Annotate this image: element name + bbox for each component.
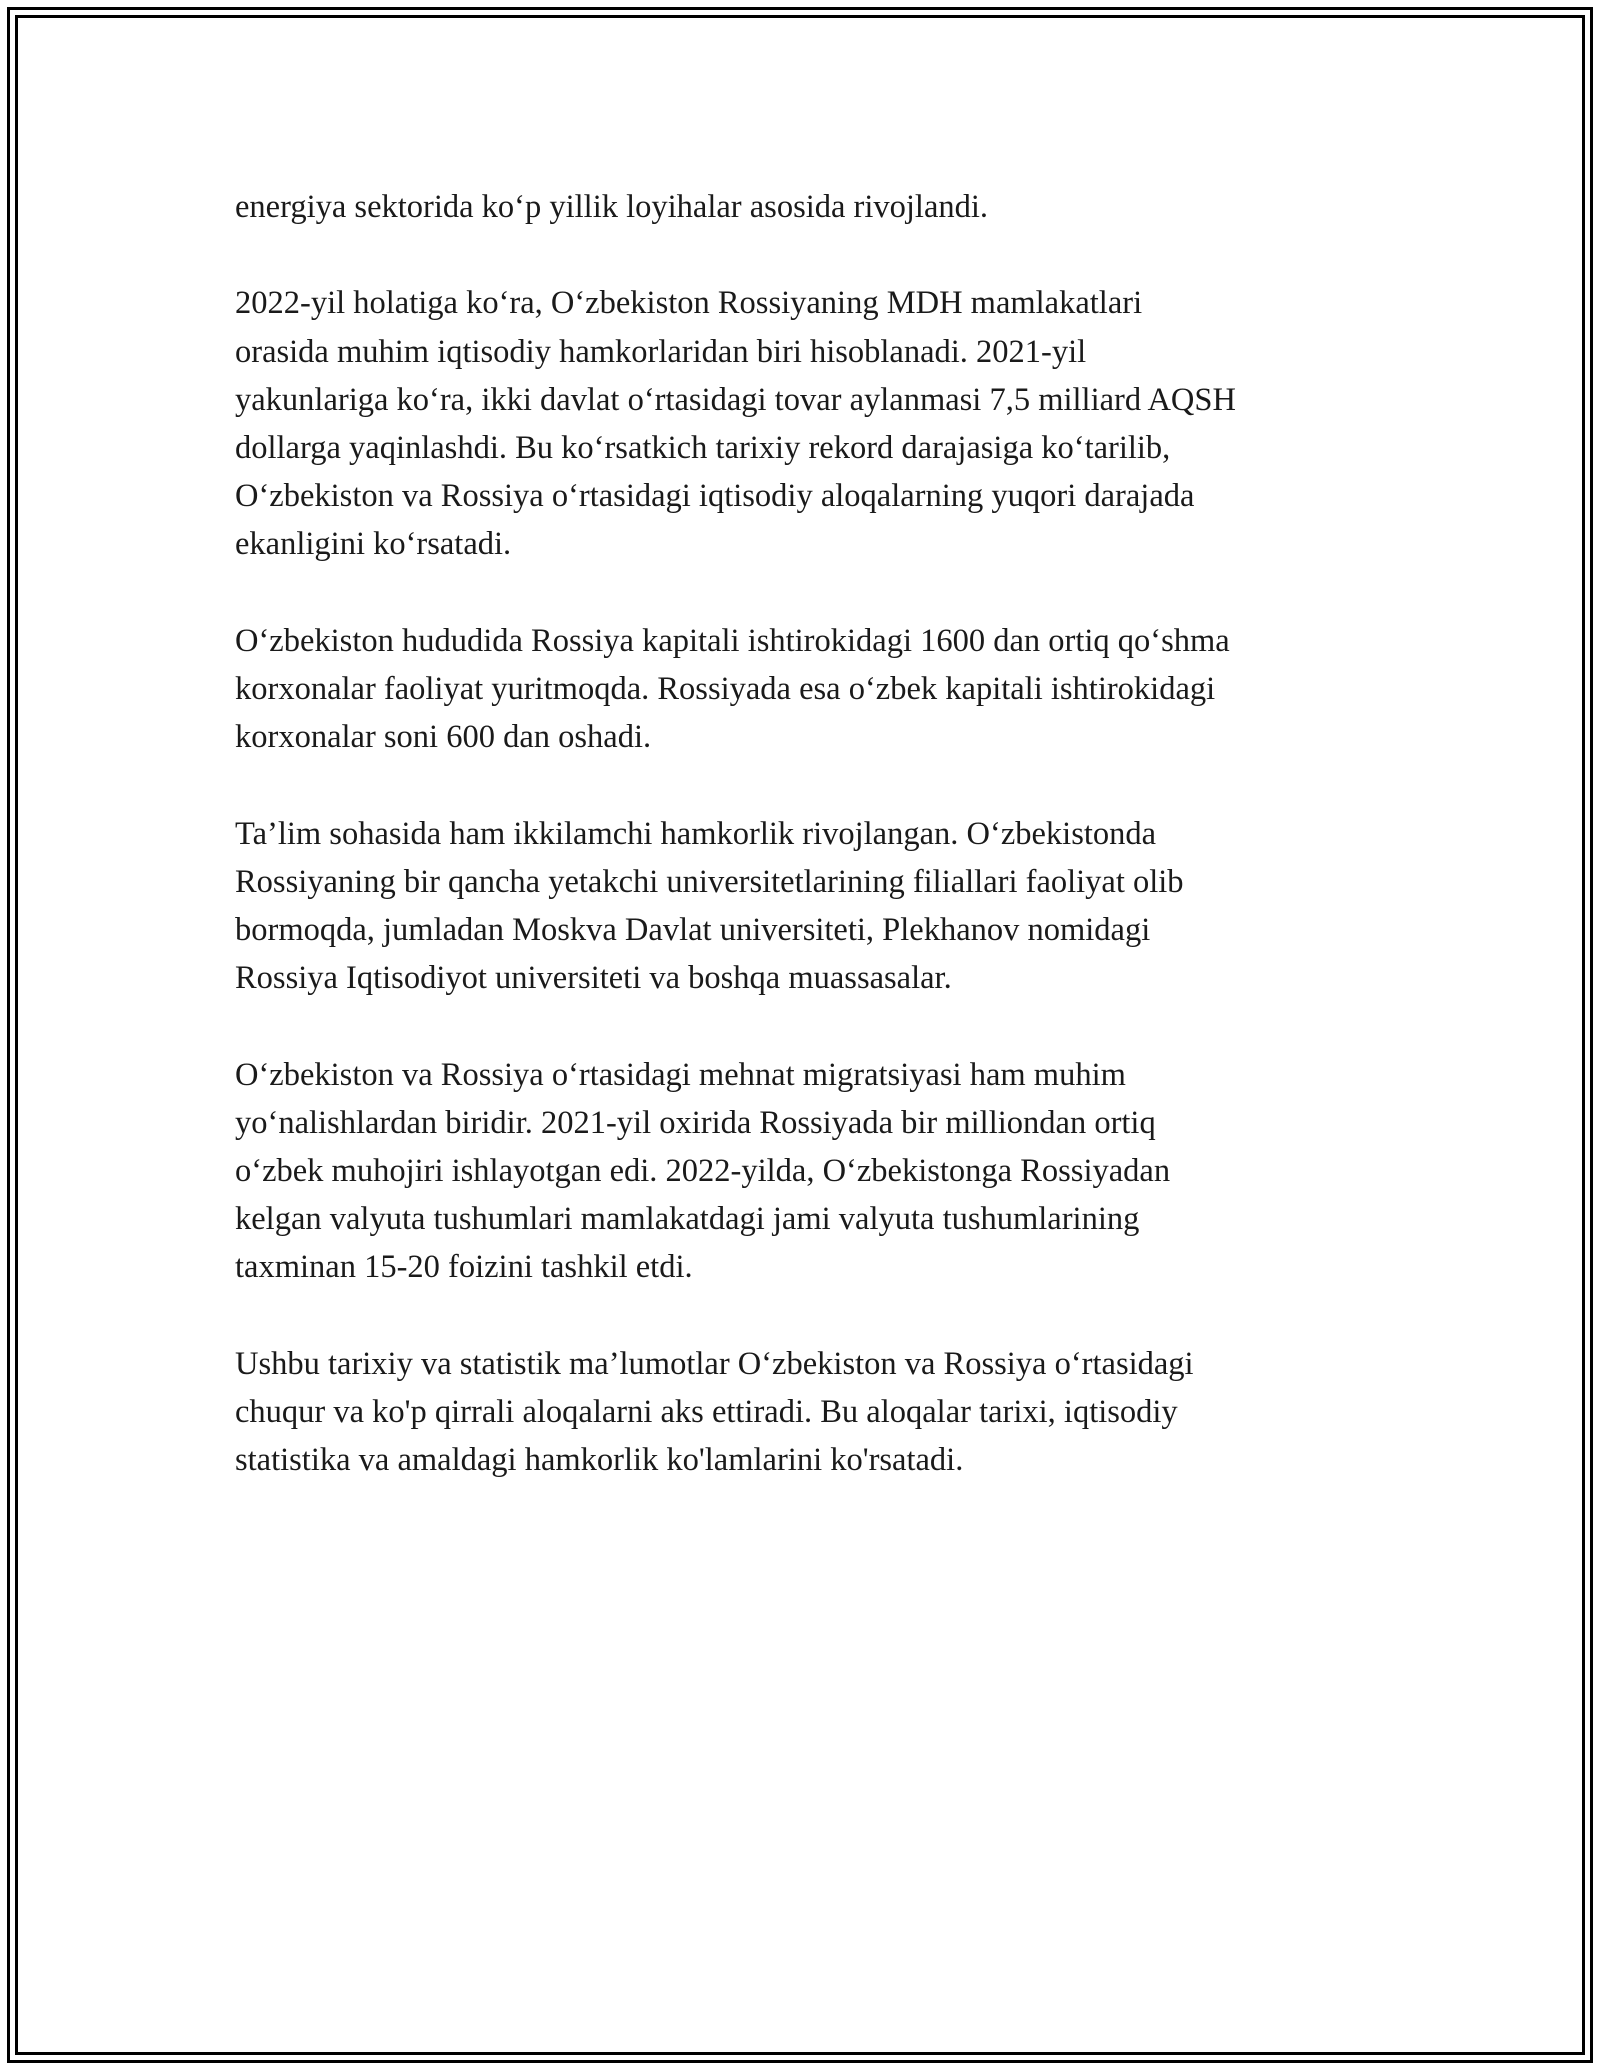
paragraph-line: orasida muhim iqtisodiy hamkorlaridan biri hisoblanadi. 2021-yil [235, 333, 1087, 370]
paragraph [235, 810, 1385, 1003]
paragraph-line: O‘zbekiston hududida Rossiya kapitali ishtirokidagi 1600 dan ortiq qo‘shma [235, 622, 1230, 659]
paragraph-line: O‘zbekiston va Rossiya o‘rtasidagi iqtisodiy aloqalarning yuqori darajada [235, 478, 1195, 515]
paragraph-line: korxonalar soni 600 dan oshadi. [235, 719, 652, 756]
paragraph-line: yo‘nalishlardan biridir. 2021-yil oxirida Rossiyada bir milliondan ortiq [235, 1104, 1156, 1141]
paragraph [235, 1051, 1385, 1292]
paragraph-line: ekanligini ko‘rsatadi. [235, 526, 512, 563]
paragraph-line: Rossiyaning bir qancha yetakchi universitetlarining filiallari faoliyat olib [235, 863, 1184, 900]
paragraph-line: yakunlariga ko‘ra, ikki davlat o‘rtasidagi tovar aylanmasi 7,5 milliard AQSH [235, 381, 1236, 418]
document-body [235, 183, 1385, 1533]
paragraph-line: korxonalar faoliyat yuritmoqda. Rossiyada esa o‘zbek kapitali ishtirokidagi [235, 671, 1216, 707]
paragraph-line: kelgan valyuta tushumlari mamlakatdagi jami valyuta tushumlarining [235, 1201, 1140, 1238]
paragraph [235, 279, 1385, 568]
paragraph-line: statistika va amaldagi hamkorlik ko'lamlarini ko'rsatadi. [235, 1442, 964, 1479]
paragraph-line: chuqur va ko'p qirrali aloqalarni aks ettiradi. Bu aloqalar tarixi, iqtisodiy [235, 1394, 1178, 1430]
paragraph-line: o‘zbek muhojiri ishlayotgan edi. 2022-yilda, O‘zbekistonga Rossiyadan [235, 1153, 1171, 1189]
paragraph-line: O‘zbekiston va Rossiya o‘rtasidagi mehnat migratsiyasi ham muhim [235, 1056, 1126, 1093]
paragraph-line: bormoqda, jumladan Moskva Davlat universiteti, Plekhanov nomidagi [235, 912, 1151, 948]
paragraph [235, 183, 1385, 231]
paragraph-line: dollarga yaqinlashdi. Bu ko‘rsatkich tarixiy rekord darajasiga ko‘tarilib, [235, 430, 1171, 466]
paragraph-line: taxminan 15-20 foizini tashkil etdi. [235, 1249, 693, 1286]
paragraph-line: energiya sektorida ko‘p yillik loyihalar asosida rivojlandi. [235, 189, 989, 225]
paragraph-line: Ta’lim sohasida ham ikkilamchi hamkorlik rivojlangan. O‘zbekistonda [235, 815, 1157, 852]
paragraph-line: 2022-yil holatiga ko‘ra, O‘zbekiston Rossiyaning MDH mamlakatlari [235, 285, 1143, 322]
paragraph-line: Rossiya Iqtisodiyot universiteti va boshqa muassasalar. [235, 960, 952, 997]
paragraph [235, 617, 1385, 762]
paragraph-line: Ushbu tarixiy va statistik ma’lumotlar O‘zbekiston va Rossiya o‘rtasidagi [235, 1345, 1194, 1382]
paragraph [235, 1340, 1385, 1485]
